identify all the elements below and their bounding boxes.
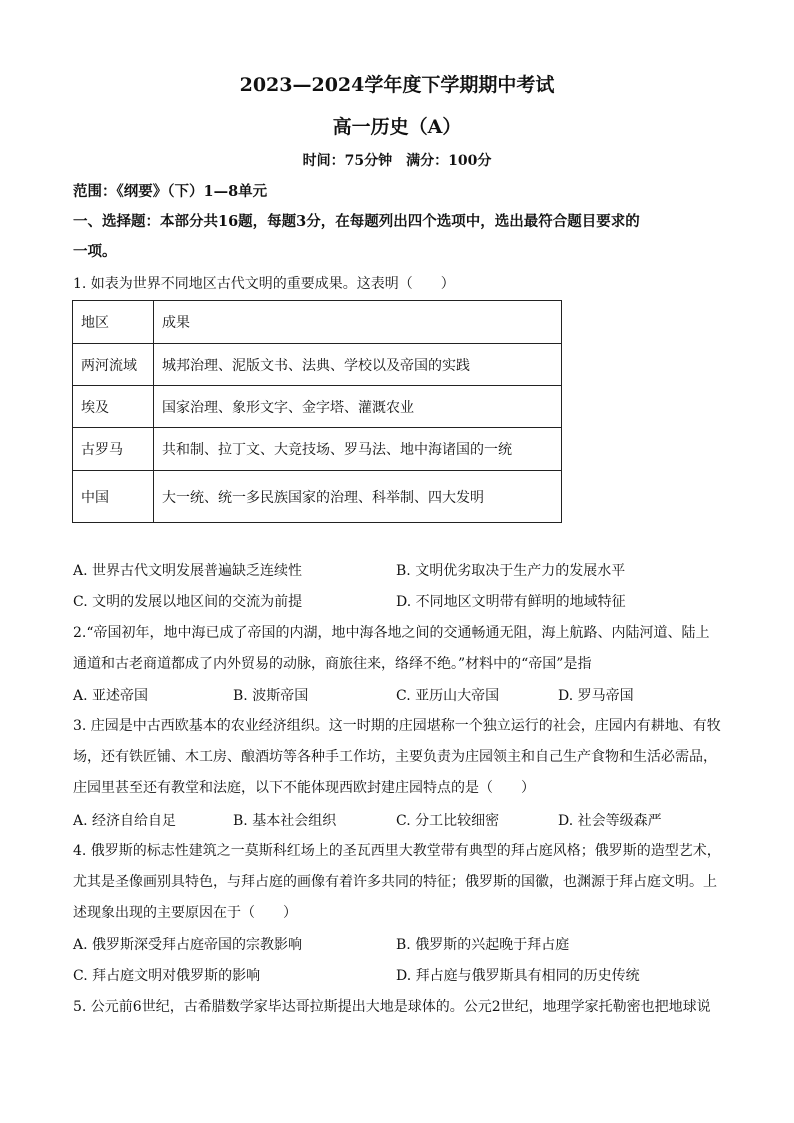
table-cell-region: 两河流域 — [73, 344, 154, 386]
exam-scope: 范围：《纲要》（下）1—8单元 — [73, 183, 268, 200]
q1-option-a[interactable]: A. 世界古代文明发展普遍缺乏连续性 — [73, 563, 303, 579]
q3-stem-line2: 场，还有铁匠铺、木工房、酿酒坊等各种手工作坊，主要负责为庄园领主和自己生产食物和生活必需品， — [73, 749, 717, 765]
q4-option-d[interactable]: D. 拜占庭与俄罗斯具有相同的历史传统 — [396, 968, 640, 984]
q3-option-c[interactable]: C. 分工比较细密 — [396, 813, 500, 829]
table-header-cell: 地区 — [73, 301, 154, 344]
q4-stem-line3: 述现象出现的主要原因在于（ ） — [73, 905, 297, 921]
q1-table — [72, 300, 562, 523]
q2-option-d[interactable]: D. 罗马帝国 — [558, 688, 634, 704]
table-cell-achievements: 大一统、统一多民族国家的治理、科举制、四大发明 — [154, 471, 562, 523]
q3-option-d[interactable]: D. 社会等级森严 — [558, 813, 662, 829]
table-row — [73, 344, 562, 386]
q2-option-a[interactable]: A. 亚述帝国 — [73, 688, 149, 704]
q5-stem-line1: 5. 公元前6世纪，古希腊数学家毕达哥拉斯提出大地是球体的。公元2世纪，地理学家托勒密也把地球说 — [73, 999, 711, 1015]
q4-stem-line2: 尤其是圣像画别具特色，与拜占庭的画像有着许多共同的特征；俄罗斯的国徽，也渊源于拜占庭文明。上 — [73, 874, 717, 890]
q2-stem-line2: 通道和古老商道都成了内外贸易的动脉，商旅往来，络绎不绝。”材料中的“帝国”是指 — [73, 656, 592, 672]
table-row — [73, 471, 562, 523]
table-cell-achievements: 城邦治理、泥版文书、法典、学校以及帝国的实践 — [154, 344, 562, 386]
exam-title: 2023—2024学年度下学期期中考试 — [239, 74, 555, 96]
table-header-row — [73, 301, 562, 344]
table-header-cell: 成果 — [154, 301, 562, 344]
q4-option-b[interactable]: B. 俄罗斯的兴起晚于拜占庭 — [396, 937, 570, 953]
q3-stem-line3: 庄园里甚至还有教堂和法庭，以下不能体现西欧封建庄园特点的是（ ） — [73, 780, 535, 796]
q4-stem-line1: 4. 俄罗斯的标志性建筑之一莫斯科红场上的圣瓦西里大教堂带有典型的拜占庭风格；俄罗斯的造型艺术， — [73, 843, 721, 859]
table-cell-achievements: 国家治理、象形文字、金字塔、灌溉农业 — [154, 386, 562, 428]
exam-subtitle: 高一历史（A） — [332, 116, 462, 138]
table-cell-region: 埃及 — [73, 386, 154, 428]
q3-option-a[interactable]: A. 经济自给自足 — [73, 813, 177, 829]
table-cell-region: 古罗马 — [73, 428, 154, 471]
q1-option-c[interactable]: C. 文明的发展以地区间的交流为前提 — [73, 594, 303, 610]
table-cell-region: 中国 — [73, 471, 154, 523]
table-row — [73, 386, 562, 428]
q2-option-c[interactable]: C. 亚历山大帝国 — [396, 688, 500, 704]
section-heading-line1: 一、选择题：本部分共16题，每题3分，在每题列出四个选项中，选出最符合题目要求的 — [73, 213, 640, 230]
q3-option-b[interactable]: B. 基本社会组织 — [233, 813, 337, 829]
q4-option-c[interactable]: C. 拜占庭文明对俄罗斯的影响 — [73, 968, 261, 984]
q1-option-d[interactable]: D. 不同地区文明带有鲜明的地域特征 — [396, 594, 626, 610]
q4-option-a[interactable]: A. 俄罗斯深受拜占庭帝国的宗教影响 — [73, 937, 303, 953]
exam-time-score: 时间：75分钟 满分：100分 — [302, 153, 492, 169]
section-heading-line2: 一项。 — [73, 243, 117, 260]
q2-stem-line1: 2.“帝国初年，地中海已成了帝国的内湖，地中海各地之间的交通畅通无阻，海上航路、内陆河道、陆上 — [73, 625, 710, 641]
q3-stem-line1: 3. 庄园是中古西欧基本的农业经济组织。这一时期的庄园堪称一个独立运行的社会，庄园内有耕地、有牧 — [73, 718, 721, 734]
q1-option-b[interactable]: B. 文明优劣取决于生产力的发展水平 — [396, 563, 626, 579]
q2-option-b[interactable]: B. 波斯帝国 — [233, 688, 309, 704]
table-cell-achievements: 共和制、拉丁文、大竞技场、罗马法、地中海诸国的一统 — [154, 428, 562, 471]
q1-stem: 1. 如表为世界不同地区古代文明的重要成果。这表明（ ） — [73, 276, 455, 292]
table-row — [73, 428, 562, 471]
